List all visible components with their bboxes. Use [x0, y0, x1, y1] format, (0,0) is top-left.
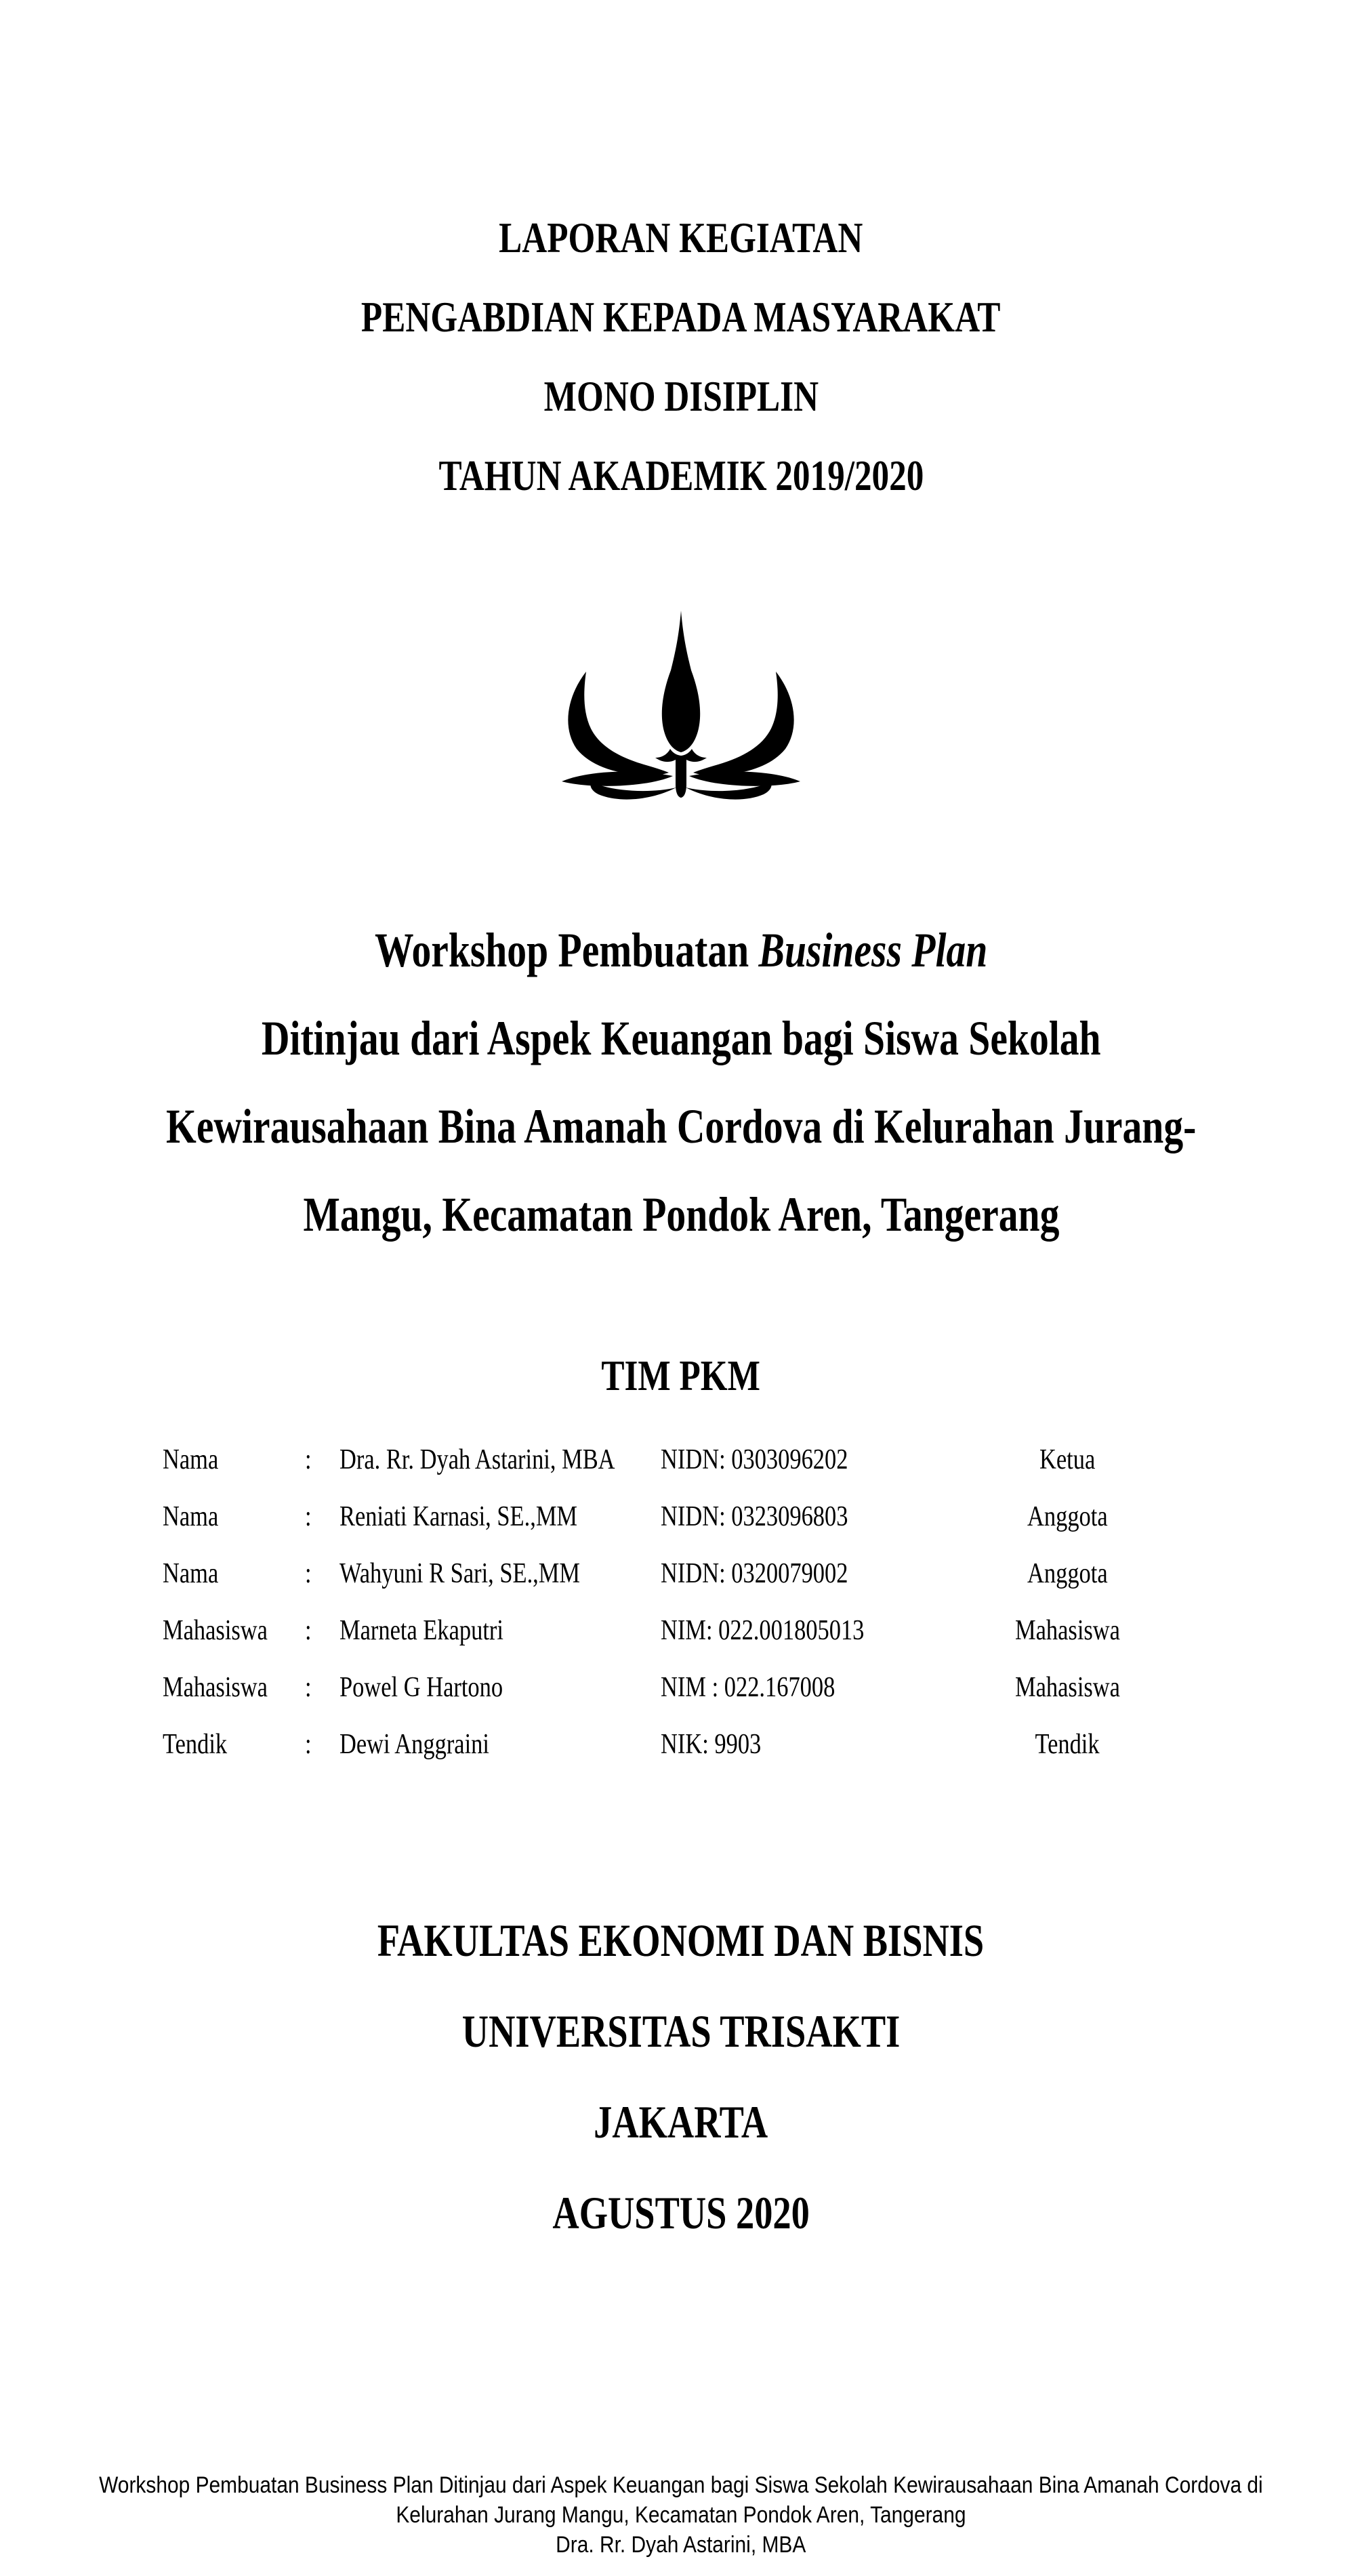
report-type-line: TAHUN AKADEMIK 2019/2020: [438, 451, 924, 499]
member-label: Mahasiswa: [163, 1672, 268, 1703]
member-id: NIDN: 0303096202: [661, 1444, 848, 1475]
colon: :: [305, 1501, 312, 1532]
team-row: [0, 1602, 1362, 1659]
university-line: UNIVERSITAS TRISAKTI: [461, 2005, 901, 2057]
member-role: Mahasiswa: [1014, 1672, 1120, 1703]
team-table: [0, 1431, 1362, 1773]
member-role: Anggota: [1027, 1558, 1108, 1589]
report-type-line: LAPORAN KEGIATAN: [499, 213, 863, 262]
colon: :: [305, 1558, 312, 1589]
member-role: Anggota: [1027, 1501, 1108, 1532]
footer-author-line: Dra. Rr. Dyah Astarini, MBA: [556, 2532, 806, 2558]
colon: :: [305, 1444, 312, 1475]
activity-title: [0, 906, 1362, 1259]
member-name: Powel G Hartono: [339, 1672, 503, 1703]
activity-title-line: Mangu, Kecamatan Pondok Aren, Tangerang: [303, 1187, 1059, 1242]
team-row: [0, 1431, 1362, 1488]
activity-title-line: Ditinjau dari Aspek Keuangan bagi Siswa Sekolah: [261, 1011, 1101, 1065]
member-id: NIM : 022.167008: [661, 1672, 835, 1703]
activity-title-line: Workshop Pembuatan Business Plan: [374, 923, 988, 977]
member-name: Wahyuni R Sari, SE.,MM: [339, 1558, 581, 1589]
institution-block: [0, 1895, 1362, 2258]
footer-location-line: Kelurahan Jurang Mangu, Kecamatan Pondok Aren, Tangerang: [396, 2502, 966, 2528]
member-name: Dra. Rr. Dyah Astarini, MBA: [339, 1444, 615, 1475]
member-role: Mahasiswa: [1014, 1615, 1120, 1646]
member-id: NIK: 9903: [661, 1729, 762, 1760]
member-label: Nama: [163, 1501, 219, 1532]
tim-pkm-heading: TIM PKM: [601, 1351, 761, 1399]
date-line: AGUSTUS 2020: [552, 2187, 810, 2238]
footer-title-line: Workshop Pembuatan Business Plan Ditinjau dari Aspek Keuangan bagi Siswa Sekolah Kewirausahaan Bina Amanah Cordova di: [99, 2472, 1263, 2498]
trisakti-logo: [545, 609, 817, 820]
team-row: [0, 1488, 1362, 1545]
member-name: Dewi Anggraini: [339, 1729, 489, 1760]
colon: :: [305, 1729, 312, 1760]
running-footer: [0, 2470, 1362, 2560]
report-header: [0, 198, 1362, 515]
member-label: Tendik: [163, 1729, 228, 1760]
member-id: NIM: 022.001805013: [661, 1615, 865, 1646]
member-label: Nama: [163, 1444, 219, 1475]
member-name: Marneta Ekaputri: [339, 1615, 503, 1646]
team-row: [0, 1545, 1362, 1602]
member-id: NIDN: 0320079002: [661, 1558, 848, 1589]
member-id: NIDN: 0323096803: [661, 1501, 848, 1532]
team-row: [0, 1716, 1362, 1773]
member-name: Reniati Karnasi, SE.,MM: [339, 1501, 578, 1532]
faculty-line: FAKULTAS EKONOMI DAN BISNIS: [377, 1915, 985, 1966]
city-line: JAKARTA: [594, 2096, 768, 2148]
colon: :: [305, 1615, 312, 1646]
team-row: [0, 1659, 1362, 1716]
member-label: Nama: [163, 1558, 219, 1589]
colon: :: [305, 1672, 312, 1703]
activity-title-line: Kewirausahaan Bina Amanah Cordova di Kelurahan Jurang-: [165, 1099, 1197, 1153]
member-label: Mahasiswa: [163, 1615, 268, 1646]
member-role: Tendik: [1035, 1729, 1100, 1760]
business-plan-italic: Business Plan: [758, 923, 988, 977]
report-type-line: MONO DISIPLIN: [543, 372, 819, 420]
report-type-line: PENGABDIAN KEPADA MASYARAKAT: [361, 293, 1001, 341]
member-role: Ketua: [1039, 1444, 1096, 1475]
